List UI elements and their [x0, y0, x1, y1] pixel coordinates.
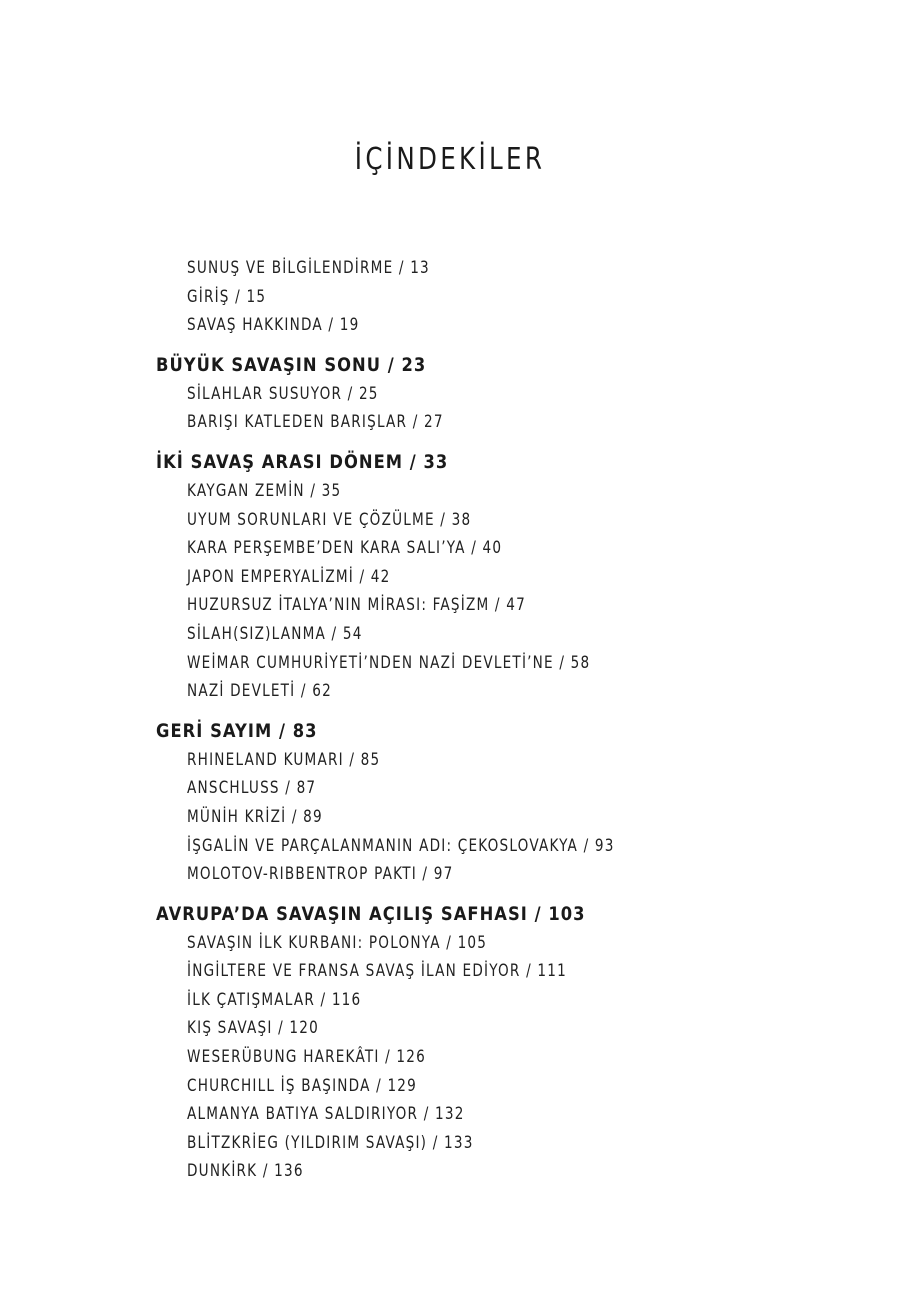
toc-section [156, 352, 856, 437]
toc-entry: İLK ÇATIŞMALAR / 116 [187, 989, 362, 1010]
toc-entry: CHURCHILL İŞ BAŞINDA / 129 [187, 1075, 418, 1096]
table-of-contents [156, 254, 856, 1186]
toc-entry: JAPON EMPERYALİZMİ / 42 [187, 566, 391, 587]
page-title: İÇİNDEKİLER [354, 142, 546, 177]
toc-entry: MÜNİH KRİZİ / 89 [187, 806, 323, 827]
entry-list [156, 746, 856, 889]
toc-entry: İŞGALİN VE PARÇALANMANIN ADI: ÇEKOSLOVAKYA / 93 [187, 835, 615, 856]
toc-entry: SİLAHLAR SUSUYOR / 25 [187, 383, 379, 404]
toc-entry: DUNKİRK / 136 [187, 1161, 304, 1182]
entry-list [156, 254, 856, 340]
toc-section [156, 254, 856, 340]
toc-entry: GİRİŞ / 15 [187, 286, 267, 307]
toc-entry: SAVAŞIN İLK KURBANI: POLONYA / 105 [187, 932, 488, 953]
toc-entry: WESERÜBUNG HAREKÂTI / 126 [187, 1047, 426, 1068]
toc-entry: MOLOTOV-RIBBENTROP PAKTI / 97 [187, 864, 454, 885]
section-header: AVRUPA’DA SAVAŞIN AÇILIŞ SAFHASI / 103 [156, 902, 586, 925]
toc-entry: SAVAŞ HAKKINDA / 19 [187, 315, 360, 336]
toc-entry: HUZURSUZ İTALYA’NIN MİRASI: FAŞİZM / 47 [187, 595, 526, 616]
section-header: GERİ SAYIM / 83 [156, 719, 318, 742]
entry-list [156, 380, 856, 437]
toc-entry: KAYGAN ZEMİN / 35 [187, 480, 342, 501]
toc-section [156, 901, 856, 1186]
toc-entry: SİLAH(SIZ)LANMA / 54 [187, 623, 363, 644]
toc-entry: ANSCHLUSS / 87 [187, 778, 317, 799]
section-header: BÜYÜK SAVAŞIN SONU / 23 [156, 353, 427, 376]
entry-list [156, 929, 856, 1186]
toc-entry: NAZİ DEVLETİ / 62 [187, 681, 332, 702]
toc-entry: BARIŞI KATLEDEN BARIŞLAR / 27 [187, 412, 444, 433]
toc-entry: UYUM SORUNLARI VE ÇÖZÜLME / 38 [187, 509, 472, 530]
toc-entry: BLİTZKRİEG (YILDIRIM SAVAŞI) / 133 [187, 1132, 474, 1153]
toc-entry: ALMANYA BATIYA SALDIRIYOR / 132 [187, 1104, 465, 1125]
toc-entry: RHINELAND KUMARI / 85 [187, 749, 381, 770]
section-header: İKİ SAVAŞ ARASI DÖNEM / 33 [156, 450, 449, 473]
entry-list [156, 477, 856, 706]
toc-entry: KARA PERŞEMBE’DEN KARA SALI’YA / 40 [187, 538, 503, 559]
toc-entry: WEİMAR CUMHURİYETİ’NDEN NAZİ DEVLETİ’NE / 58 [187, 652, 591, 673]
toc-section [156, 449, 856, 706]
toc-section [156, 718, 856, 889]
toc-entry: KIŞ SAVAŞI / 120 [187, 1018, 319, 1039]
toc-entry: SUNUŞ VE BİLGİLENDİRME / 13 [187, 258, 430, 278]
toc-entry: İNGİLTERE VE FRANSA SAVAŞ İLAN EDİYOR / 111 [187, 961, 567, 982]
